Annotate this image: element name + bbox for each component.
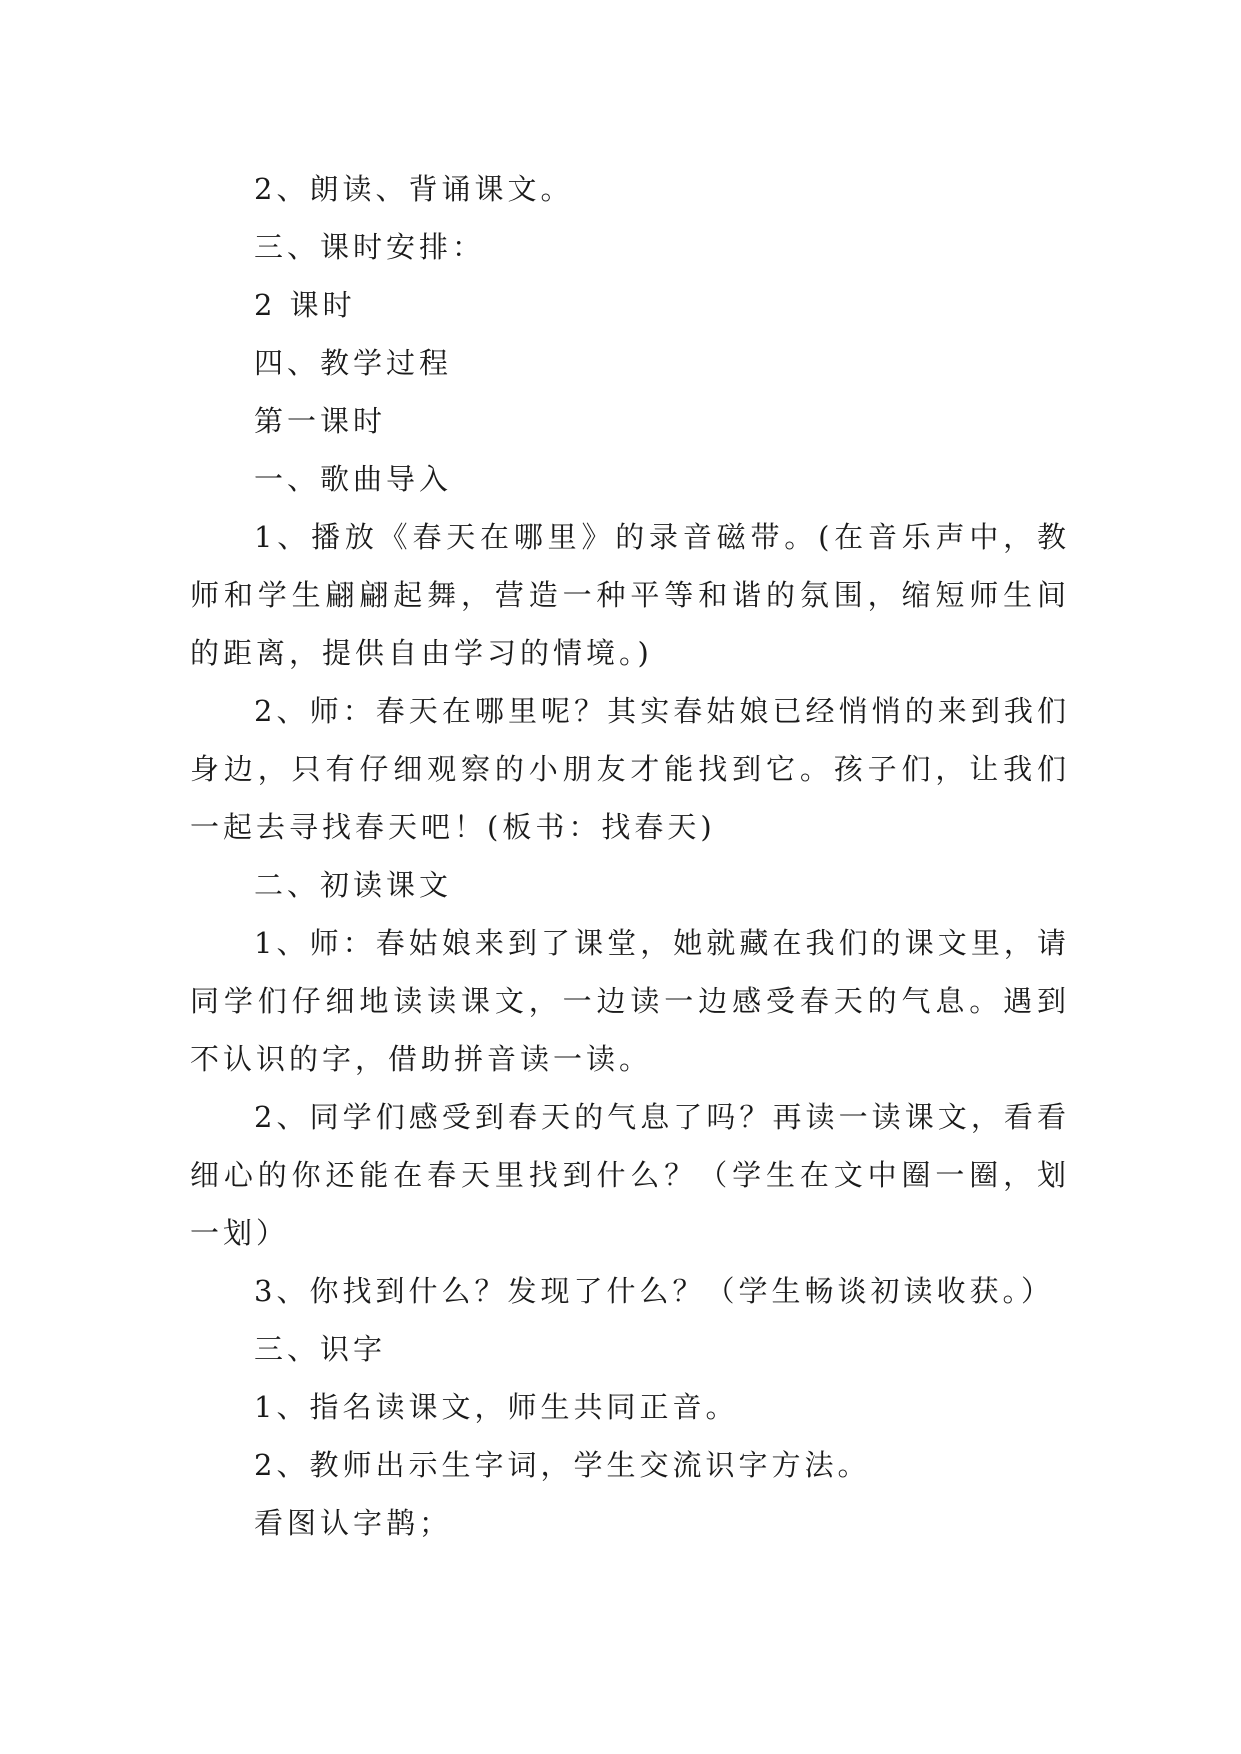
heading-song-intro: 一、歌曲导入 (254, 462, 453, 496)
paragraph-class-hours: 2 课时 (254, 288, 356, 322)
paragraph-reading-step-2: 2、同学们感受到春天的气息了吗？再读一读课文，看看细心的你还能在春天里找到什么？（学生在文中圈一圈，划一划） (190, 1100, 1070, 1250)
heading-literacy: 三、识字 (254, 1332, 387, 1366)
heading-schedule: 三、课时安排： (254, 230, 486, 264)
paragraph-song-step-1: 1、播放《春天在哪里》的录音磁带。(在音乐声中，教师和学生翩翩起舞，营造一种平等和谐的氛围，缩短师生间的距离，提供自由学习的情境。) (190, 520, 1070, 670)
heading-teaching-process: 四、教学过程 (254, 346, 453, 380)
heading-first-lesson: 第一课时 (254, 404, 387, 438)
paragraph-literacy-picture: 看图认字鹊； (254, 1506, 453, 1540)
paragraph-reading-step-3: 3、你找到什么？发现了什么？（学生畅谈初读收获。） (254, 1274, 1054, 1308)
paragraph-literacy-step-2: 2、教师出示生字词，学生交流识字方法。 (254, 1448, 871, 1482)
heading-first-reading: 二、初读课文 (254, 868, 453, 902)
paragraph-objective-2: 2、朗读、背诵课文。 (254, 172, 574, 206)
paragraph-reading-step-1: 1、师：春姑娘来到了课堂，她就藏在我们的课文里，请同学们仔细地读读课文，一边读一边感受春天的气息。遇到不认识的字，借助拼音读一读。 (190, 926, 1070, 1076)
paragraph-literacy-step-1: 1、指名读课文，师生共同正音。 (254, 1390, 739, 1424)
document-body (190, 160, 1070, 1552)
paragraph-song-step-2: 2、师：春天在哪里呢？其实春姑娘已经悄悄的来到我们身边，只有仔细观察的小朋友才能找到它。孩子们，让我们一起去寻找春天吧！(板书：找春天) (190, 694, 1070, 844)
